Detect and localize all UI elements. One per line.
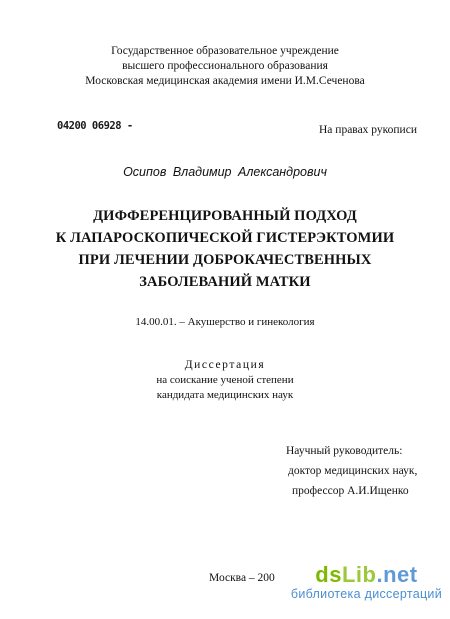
dslib-subtitle: библиотека диссертаций	[290, 587, 442, 601]
dissertation-block	[0, 359, 450, 403]
institution-line-2: высшего профессионального образования	[122, 60, 328, 72]
specialty-code: 14.00.01. – Акушерство и гинекология	[135, 316, 315, 328]
institution-line-3: Московская медицинская академия имени И.М.Сеченова	[85, 75, 365, 87]
dslib-watermark	[291, 563, 442, 601]
dissertation-degree-line-2: кандидата медицинских наук	[156, 389, 294, 401]
title-line-2: К ЛАПАРОСКОПИЧЕСКОЙ ГИСТЕРЭКТОМИИ	[55, 230, 395, 246]
library-stamp-number: 04200 06928 -	[57, 120, 133, 132]
title-line-4: ЗАБОЛЕВАНИЙ МАТКИ	[139, 274, 311, 290]
advisor-name: профессор А.И.Ищенко	[292, 485, 409, 497]
advisor-label: Научный руководитель:	[286, 445, 403, 457]
title-line-1: ДИФФЕРЕНЦИРОВАННЫЙ ПОДХОД	[93, 208, 357, 224]
city-year: Москва – 200	[209, 572, 275, 584]
dissertation-degree-line-1: на соискание ученой степени	[156, 374, 294, 386]
author-name: Осипов Владимир Александрович	[123, 165, 327, 179]
scientific-advisor-block	[286, 441, 417, 501]
dslib-logo-part-3: .net	[376, 562, 418, 587]
institution-line-1: Государственное образовательное учреждение	[111, 45, 339, 57]
title-line-3: ПРИ ЛЕЧЕНИИ ДОБРОКАЧЕСТВЕННЫХ	[78, 252, 372, 268]
dslib-logo	[291, 563, 442, 587]
dissertation-title	[0, 205, 450, 293]
dissertation-heading: Диссертация	[184, 359, 266, 371]
manuscript-rights-note: На правах рукописи	[319, 124, 417, 136]
institution-block	[0, 44, 450, 89]
advisor-degree: доктор медицинских наук,	[288, 465, 418, 477]
dslib-logo-part-1: ds	[315, 562, 342, 587]
dslib-logo-part-2: Lib	[341, 562, 377, 587]
